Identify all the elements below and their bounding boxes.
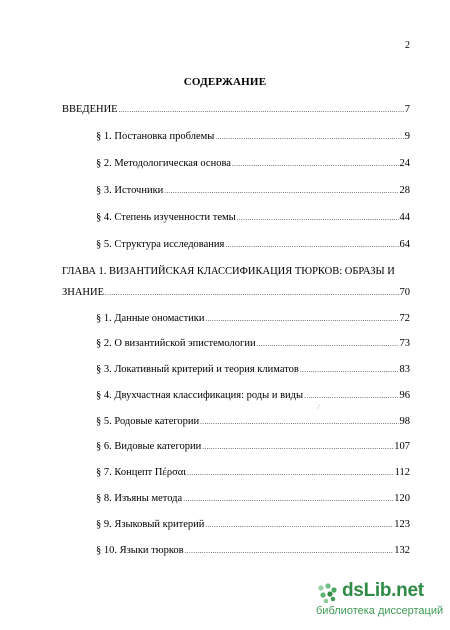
toc-entry-ch1-section-10[interactable]	[62, 545, 410, 557]
toc-entry-label: § 8. Изъяны метода	[96, 493, 183, 504]
toc-entry-chapter-1[interactable]	[62, 266, 410, 299]
toc-entry-label: § 3. Источники	[96, 185, 164, 196]
toc-entry-page: 72	[399, 313, 410, 324]
dot-leader	[183, 493, 393, 505]
toc-entry-page: 123	[394, 519, 410, 530]
toc-entry-page: 96	[399, 390, 410, 401]
dot-leader	[304, 390, 398, 402]
toc-entry-ch1-section-8[interactable]	[62, 493, 410, 505]
dot-leader	[232, 158, 399, 170]
dot-leader	[237, 212, 399, 224]
toc-entry-page: 44	[399, 212, 410, 223]
watermark-logo-text: dsLib.net	[342, 580, 424, 601]
dot-leader	[300, 364, 399, 376]
toc-entry-ch1-section-4[interactable]	[62, 390, 410, 402]
toc-entry-ch1-section-7[interactable]	[62, 467, 410, 479]
toc-entry-page: 73	[399, 338, 410, 349]
toc-entry-page: 64	[399, 239, 410, 250]
dot-leader	[119, 104, 404, 116]
dot-leader	[185, 545, 394, 557]
toc-entry-label: § 10. Языки тюрков	[96, 545, 184, 556]
dot-leader	[200, 416, 398, 428]
toc-entry-section-4[interactable]	[62, 212, 410, 224]
toc-entry-section-5[interactable]	[62, 239, 410, 251]
toc-entry-ch1-section-5[interactable]	[62, 416, 410, 428]
toc-entry-label: § 2. Методологическая основа	[96, 158, 231, 169]
toc-entry-section-1[interactable]	[62, 131, 410, 143]
toc-entry-page: 120	[394, 493, 410, 504]
dot-leader	[202, 441, 393, 453]
toc-entry-page: 9	[404, 131, 410, 142]
toc-entry-label: § 6. Видовые категории	[96, 441, 202, 452]
toc-entry-ch1-section-6[interactable]	[62, 441, 410, 453]
toc-entry-page: 24	[399, 158, 410, 169]
toc-entry-ch1-section-1[interactable]	[62, 313, 410, 325]
toc-entry-label-line1: ГЛАВА 1. ВИЗАНТИЙСКАЯ КЛАССИФИКАЦИЯ ТЮРКОВ: ОБРАЗЫ И	[62, 266, 395, 277]
dot-leader	[225, 239, 398, 251]
toc-entry-page: 7	[404, 104, 410, 115]
toc-entry-label: § 7. Концепт Πέρσαι	[96, 467, 187, 478]
toc-entry-section-2[interactable]	[62, 158, 410, 170]
dot-leader	[205, 519, 393, 531]
dot-leader	[215, 131, 403, 143]
toc-entry-label: § 9. Языковый критерий	[96, 519, 205, 530]
dot-leader	[206, 313, 399, 325]
toc-title: СОДЕРЖАНИЕ	[183, 76, 267, 88]
toc-entry-page: 98	[399, 416, 410, 427]
table-of-contents	[62, 0, 410, 630]
toc-entry-label: § 5. Структура исследования	[96, 239, 225, 250]
toc-entry-label: § 4. Двухчастная классификация: роды и виды	[96, 390, 304, 401]
dslib-logo-icon	[316, 582, 338, 604]
page-number: 2	[405, 40, 410, 51]
toc-entry-label: ЗНАНИЕ	[62, 287, 105, 298]
toc-entry-page: 70	[399, 287, 410, 298]
toc-entry-page: 112	[394, 467, 410, 478]
toc-entry-section-3[interactable]	[62, 185, 410, 197]
toc-entry-label: § 3. Локативный критерий и теория климатов	[96, 364, 299, 375]
toc-entry-label: ВВЕДЕНИЕ	[62, 104, 118, 115]
toc-entry-label: § 4. Степень изученности темы	[96, 212, 236, 223]
dot-leader	[257, 338, 399, 350]
toc-entry-introduction[interactable]	[62, 104, 410, 116]
toc-entry-label: § 5. Родовые категории	[96, 416, 200, 427]
toc-entry-label: § 1. Постановка проблемы	[96, 131, 215, 142]
watermark-subtitle: библиотека диссертаций	[316, 605, 444, 617]
toc-entry-ch1-section-3[interactable]	[62, 364, 410, 376]
toc-entry-page: 83	[399, 364, 410, 375]
scan-speck: -`	[316, 404, 322, 412]
toc-entry-page: 28	[399, 185, 410, 196]
toc-entry-label: § 1. Данные ономастики	[96, 313, 205, 324]
toc-entry-ch1-section-9[interactable]	[62, 519, 410, 531]
toc-entry-page: 107	[394, 441, 410, 452]
watermark	[316, 580, 444, 620]
dot-leader	[164, 185, 398, 197]
toc-entry-ch1-section-2[interactable]	[62, 338, 410, 350]
toc-entry-label: § 2. О византийской эпистемологии	[96, 338, 256, 349]
toc-entry-page: 132	[394, 545, 410, 556]
dot-leader	[105, 287, 398, 299]
dot-leader	[187, 467, 394, 479]
